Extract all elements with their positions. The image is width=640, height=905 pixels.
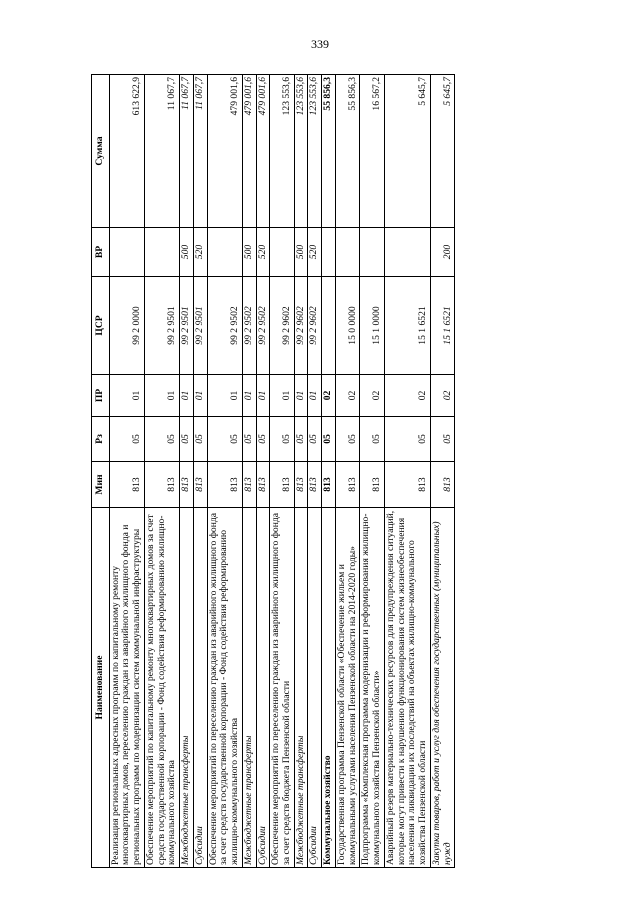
cell-csr: 99 2 9502: [242, 277, 256, 375]
cell-vr: 520: [193, 228, 207, 277]
cell-csr: 99 2 9501: [144, 277, 179, 375]
header-sum: Сумма: [92, 75, 110, 228]
cell-rz: 05: [335, 417, 359, 462]
cell-vr: [207, 228, 242, 277]
header-csr: ЦСР: [92, 277, 110, 375]
cell-csr: 15 1 6521: [430, 277, 454, 375]
cell-pr: 02: [430, 375, 454, 417]
cell-min: 813: [322, 462, 336, 508]
cell-pr: 01: [109, 375, 144, 417]
cell-sum: 5 645,7: [430, 75, 454, 228]
cell-min: 813: [294, 462, 308, 508]
cell-pr: 02: [322, 375, 336, 417]
cell-sum: 5 645,7: [384, 75, 430, 228]
header-rz: Рз: [92, 417, 110, 462]
table-row: [335, 75, 359, 868]
cell-pr: 01: [207, 375, 242, 417]
cell-sum: 479 001,6: [256, 75, 270, 228]
cell-sum: 11 067,7: [193, 75, 207, 228]
cell-rz: 05: [193, 417, 207, 462]
cell-min: 813: [360, 462, 384, 508]
cell-pr: 01: [294, 375, 308, 417]
cell-min: 813: [335, 462, 359, 508]
cell-min: 813: [256, 462, 270, 508]
cell-rz: 05: [384, 417, 430, 462]
table-row: [308, 75, 322, 868]
header-min: Мин: [92, 462, 110, 508]
cell-min: 813: [109, 462, 144, 508]
cell-csr: 15 1 6521: [384, 277, 430, 375]
cell-name: Коммунальное хозяйство: [322, 508, 336, 868]
rotated-table-area: [91, 75, 555, 868]
cell-csr: 99 2 9502: [256, 277, 270, 375]
cell-sum: 479 001,6: [242, 75, 256, 228]
cell-rz: 05: [270, 417, 294, 462]
cell-sum: 55 856,3: [322, 75, 336, 228]
cell-name: Реализация региональных адресных программ по капитальному ремонту многоквартирных домов, переселению граждан из аварийного жилищного фонда и региональных программ по модернизации систем коммунальной инфраструктуры: [109, 508, 144, 868]
cell-rz: 05: [322, 417, 336, 462]
cell-rz: 05: [207, 417, 242, 462]
cell-pr: 01: [270, 375, 294, 417]
cell-csr: 99 2 9602: [294, 277, 308, 375]
table-row: [256, 75, 270, 868]
cell-min: 813: [384, 462, 430, 508]
cell-vr: 520: [308, 228, 322, 277]
cell-rz: 05: [360, 417, 384, 462]
table-row: [322, 75, 336, 868]
cell-name: Межбюджетные трансферты: [294, 508, 308, 868]
budget-table: [91, 74, 455, 868]
cell-sum: 11 067,7: [180, 75, 194, 228]
cell-vr: [384, 228, 430, 277]
cell-min: 813: [180, 462, 194, 508]
cell-min: 813: [430, 462, 454, 508]
cell-sum: 123 553,6: [294, 75, 308, 228]
cell-vr: [270, 228, 294, 277]
cell-pr: 02: [335, 375, 359, 417]
table-row: [109, 75, 144, 868]
cell-min: 813: [270, 462, 294, 508]
cell-pr: 02: [384, 375, 430, 417]
cell-rz: 05: [144, 417, 179, 462]
cell-min: 813: [242, 462, 256, 508]
cell-name: Государственная программа Пензенской области «Обеспечение жильем и коммунальными услугами населения Пензенской области на 2014-2020 годы»: [335, 508, 359, 868]
cell-sum: 479 001,6: [207, 75, 242, 228]
cell-name: Субсидии: [193, 508, 207, 868]
cell-vr: [335, 228, 359, 277]
cell-name: Межбюджетные трансферты: [242, 508, 256, 868]
cell-name: Обеспечение мероприятий по переселению граждан из аварийного жилищного фонда за счет средств государственной корпорации - Фонд содействия реформированию жилищно-коммунального хозяйства: [207, 508, 242, 868]
cell-sum: 11 067,7: [144, 75, 179, 228]
cell-csr: 15 1 0000: [360, 277, 384, 375]
cell-min: 813: [207, 462, 242, 508]
table-row: [270, 75, 294, 868]
cell-name: Межбюджетные трансферты: [180, 508, 194, 868]
cell-vr: [322, 228, 336, 277]
table-body: [109, 75, 455, 868]
cell-sum: 16 567,2: [360, 75, 384, 228]
table-row: [193, 75, 207, 868]
cell-csr: 99 2 9602: [270, 277, 294, 375]
cell-rz: 05: [180, 417, 194, 462]
cell-sum: 123 553,6: [308, 75, 322, 228]
cell-sum: 123 553,6: [270, 75, 294, 228]
table-row: [180, 75, 194, 868]
page-number: 339: [311, 37, 329, 51]
cell-name: Обеспечение мероприятий по переселению граждан из аварийного жилищного фонда за счет средств бюджета Пензенской области: [270, 508, 294, 868]
cell-csr: 99 2 9501: [193, 277, 207, 375]
cell-name: Обеспечение мероприятий по капитальному ремонту многоквартирных домов за счет средств государственной корпорации - Фонд содействия реформированию жилищно-коммунального хозяйства: [144, 508, 179, 868]
cell-pr: 01: [193, 375, 207, 417]
cell-vr: 520: [256, 228, 270, 277]
cell-vr: 500: [180, 228, 194, 277]
cell-rz: 05: [430, 417, 454, 462]
cell-rz: 05: [109, 417, 144, 462]
header-pr: ПР: [92, 375, 110, 417]
cell-rz: 05: [242, 417, 256, 462]
cell-pr: 01: [144, 375, 179, 417]
cell-min: 813: [193, 462, 207, 508]
cell-csr: 15 0 0000: [335, 277, 359, 375]
table-row: [430, 75, 454, 868]
cell-sum: 613 622,9: [109, 75, 144, 228]
cell-vr: 200: [430, 228, 454, 277]
cell-name: Аварийный резерв материально-технических ресурсов для предупреждения ситуаций, которые могут привести к нарушению функционирования систем жизнеобеспечения населения и ликвидации их последствий на объектах жилищно-коммунального хозяйства Пензенской области: [384, 508, 430, 868]
header-row: [92, 75, 110, 868]
cell-rz: 05: [308, 417, 322, 462]
table-row: [144, 75, 179, 868]
rotated-content: [91, 75, 555, 868]
cell-vr: [109, 228, 144, 277]
cell-name: Субсидии: [256, 508, 270, 868]
table-row: [294, 75, 308, 868]
cell-min: 813: [308, 462, 322, 508]
cell-rz: 05: [294, 417, 308, 462]
cell-vr: [360, 228, 384, 277]
cell-csr: 99 2 9602: [308, 277, 322, 375]
cell-vr: 500: [294, 228, 308, 277]
cell-pr: 01: [242, 375, 256, 417]
cell-csr: 99 2 9501: [180, 277, 194, 375]
cell-pr: 01: [308, 375, 322, 417]
cell-name: Подпрограмма «Комплексная программа модернизации и реформирования жилищно-коммунального хозяйства Пензенской области»: [360, 508, 384, 868]
cell-csr: [322, 277, 336, 375]
table-row: [384, 75, 430, 868]
cell-rz: 05: [256, 417, 270, 462]
table-row: [360, 75, 384, 868]
cell-name: Закупка товаров, работ и услуг для обеспечения государственных (муниципальных) нужд: [430, 508, 454, 868]
cell-csr: 99 2 9502: [207, 277, 242, 375]
cell-pr: 01: [256, 375, 270, 417]
cell-min: 813: [144, 462, 179, 508]
cell-vr: 500: [242, 228, 256, 277]
header-vr: ВР: [92, 228, 110, 277]
header-name: Наименование: [92, 508, 110, 868]
cell-vr: [144, 228, 179, 277]
cell-name: Субсидии: [308, 508, 322, 868]
cell-pr: 01: [180, 375, 194, 417]
table-row: [242, 75, 256, 868]
cell-pr: 02: [360, 375, 384, 417]
cell-csr: 99 2 0000: [109, 277, 144, 375]
cell-sum: 55 856,3: [335, 75, 359, 228]
table-row: [207, 75, 242, 868]
